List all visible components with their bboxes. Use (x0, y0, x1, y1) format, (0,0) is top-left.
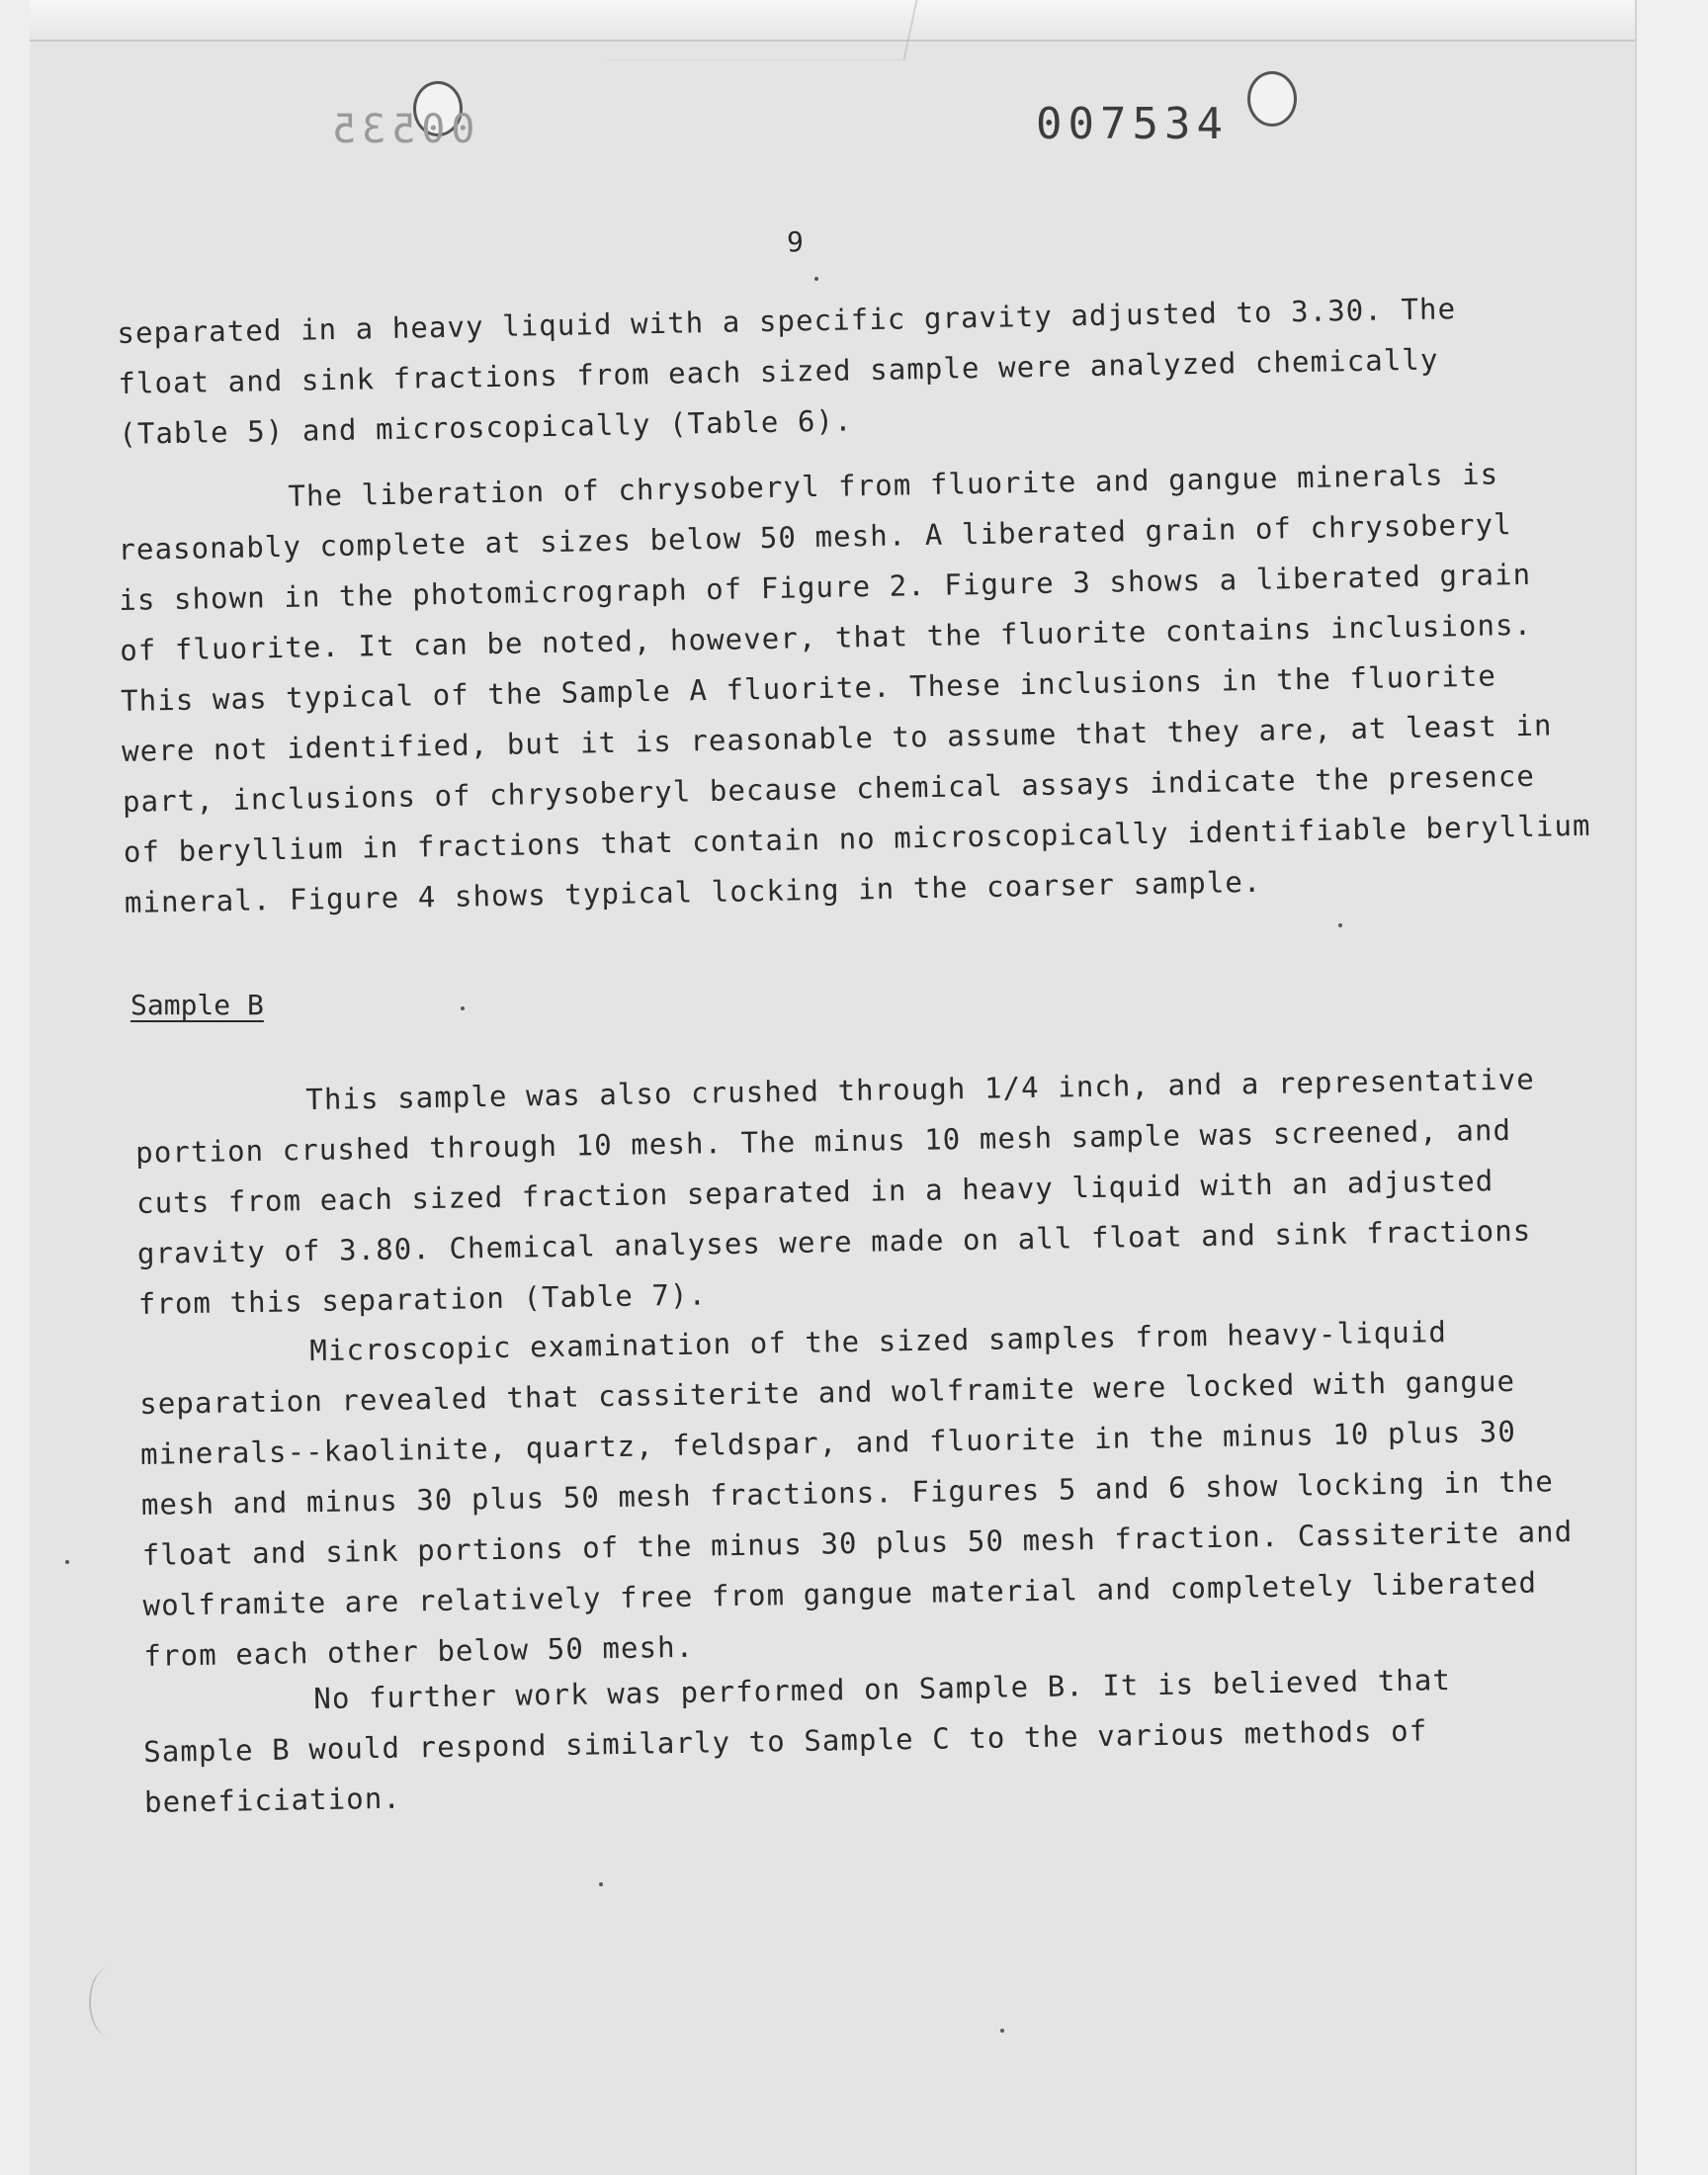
text-line: Microscopic examination of the sized samples from heavy-liquid (309, 1315, 1448, 1368)
text-line: cuts from each sized fraction separated in a heavy liquid with an adjusted (135, 1164, 1494, 1220)
text-line: of beryllium in fractions that contain no microscopically identifiable beryllium (123, 808, 1591, 869)
scan-speck (1000, 2029, 1004, 2033)
text-line: of fluorite. It can be noted, however, that the fluorite contains inclusions. (119, 607, 1533, 667)
paragraph-liberation (117, 450, 1591, 928)
text-line: The liberation of chrysoberyl from fluorite and gangue minerals is (288, 457, 1499, 513)
text-line: part, inclusions of chrysoberyl because chemical assays indicate the presence (122, 758, 1536, 819)
punch-hole-right (1247, 71, 1297, 127)
margin-mark (89, 1967, 130, 2037)
text-line: (Table 5) and microscopically (Table 6). (119, 403, 853, 451)
scan-speck (65, 1560, 69, 1564)
text-line: float and sink portions of the minus 30 plus 50 mesh fraction. Cassiterite and (141, 1514, 1574, 1572)
text-line: from this separation (Table 7). (137, 1277, 708, 1321)
page-number: 9 (787, 225, 804, 258)
text-line: from each other below 50 mesh. (143, 1629, 695, 1673)
text-line: is shown in the photomicrograph of Figure 2. Figure 3 shows a liberated grain (119, 557, 1532, 617)
paragraph-continuation (117, 284, 1484, 460)
text-line: This sample was also crushed through 1/4 inch, and a representative (305, 1062, 1535, 1117)
paragraph-no-further-work (142, 1654, 1508, 1828)
text-line: mesh and minus 30 plus 50 mesh fractions. Figures 5 and 6 show locking in the (140, 1464, 1555, 1522)
text-line: were not identified, but it is reasonable to assume that they are, at least in (121, 708, 1553, 768)
scan-speck (814, 277, 818, 281)
document-stamp-number: 007534 (1036, 99, 1229, 149)
paragraph-microscopic-examination (138, 1306, 1574, 1682)
text-line: mineral. Figure 4 shows typical locking in the coarser sample. (124, 864, 1262, 919)
text-line: minerals--kaolinite, quartz, feldspar, and fluorite in the minus 10 plus 30 (139, 1414, 1517, 1471)
scan-speck (1338, 923, 1342, 927)
paper-crease (607, 0, 918, 60)
section-heading: Sample B (130, 989, 264, 1021)
text-line: portion crushed through 10 mesh. The minus 10 mesh sample was screened, and (134, 1112, 1512, 1170)
text-line: beneficiation. (143, 1781, 402, 1819)
paragraph-sample-b-crushing (134, 1055, 1535, 1330)
text-line: gravity of 3.80. Chemical analyses were made on all float and sink fractions (136, 1213, 1532, 1270)
scan-right-edge (1635, 0, 1708, 2175)
text-line: Sample B would respond similarly to Sample C to the various methods of (142, 1713, 1428, 1769)
scan-speck (461, 1006, 465, 1010)
text-line: wolframite are relatively free from gangue material and completely liberated (142, 1565, 1538, 1622)
scan-speck (599, 1882, 603, 1886)
text-line: No further work was performed on Sample B. It is believed that (313, 1663, 1452, 1716)
faded-stamp-number: 00535 (326, 107, 475, 152)
text-line: float and sink fractions from each sized sample were analyzed chemically (118, 342, 1439, 400)
text-line: This was typical of the Sample A fluorite. These inclusions in the fluorite (120, 658, 1497, 718)
text-line: separated in a heavy liquid with a specific gravity adjusted to 3.30. The (117, 292, 1457, 350)
text-line: separation revealed that cassiterite and wolframite were locked with gangue (138, 1363, 1516, 1421)
scan-left-edge (0, 0, 30, 2175)
text-line: reasonably complete at sizes below 50 mesh. A liberated grain of chrysoberyl (118, 507, 1512, 566)
